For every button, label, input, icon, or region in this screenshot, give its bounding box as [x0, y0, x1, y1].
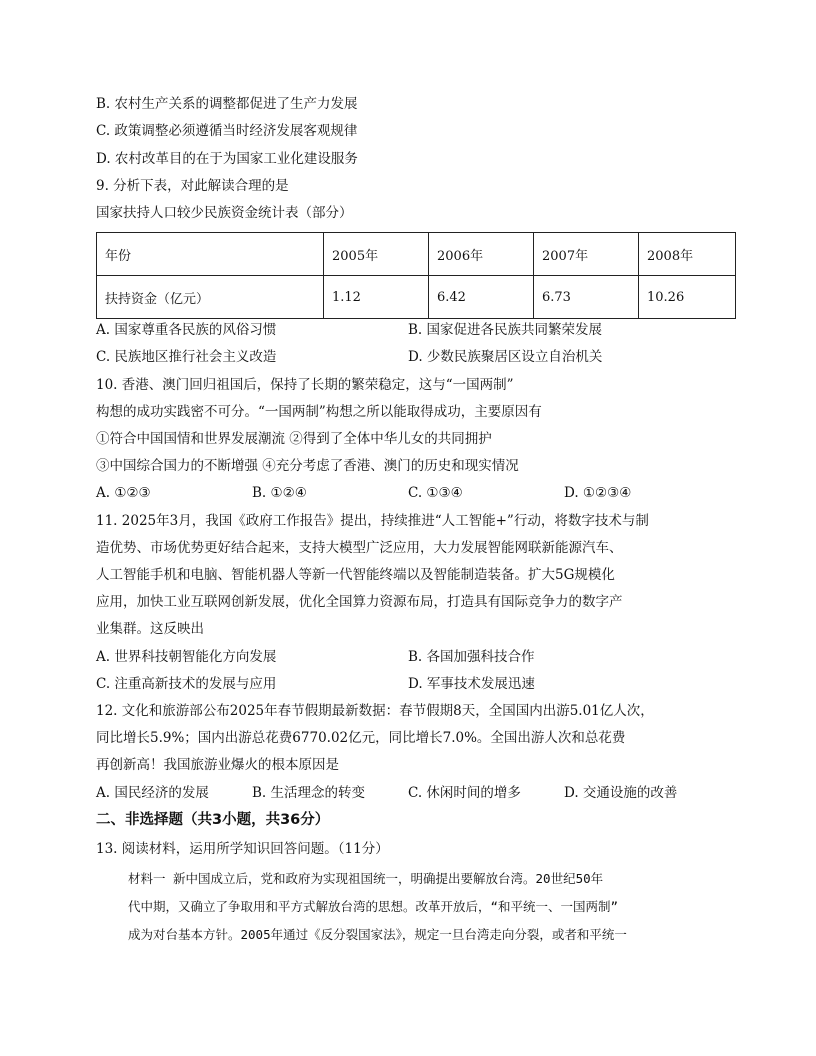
q11-stem-line: 应用，加快工业互联网创新发展，优化全国算力资源布局，打造具有国际竞争力的数字产 — [96, 594, 623, 610]
q12-option-b: B. 生活理念的转变 — [252, 785, 366, 801]
q10-stem-line: 10. 香港、澳门回归祖国后，保持了长期的繁荣稳定，这与“一国两制” — [96, 377, 514, 393]
table-cell: 年份 — [97, 233, 324, 276]
q12-option-d: D. 交通设施的改善 — [564, 785, 678, 801]
q9-option-c: C. 民族地区推行社会主义改造 — [96, 349, 277, 365]
q12-stem-line: 12. 文化和旅游部公布2025年春节假期最新数据：春节假期8天，全国国内出游5.01亿人次， — [96, 703, 654, 719]
table-cell: 1.12 — [324, 276, 429, 319]
q9-option-a: A. 国家尊重各民族的风俗习惯 — [96, 322, 277, 338]
table-cell: 10.26 — [639, 276, 736, 319]
table-cell: 扶持资金（亿元） — [97, 276, 324, 319]
material-line: 代中期，又确立了争取用和平方式解放台湾的思想。改革开放后，“和平统一、一国两制” — [128, 899, 619, 914]
funding-table — [96, 232, 736, 319]
q8-option-b: B. 农村生产关系的调整都促进了生产力发展 — [96, 96, 358, 112]
q11-stem-line: 人工智能手机和电脑、智能机器人等新一代智能终端以及智能制造装备。扩大5G规模化 — [96, 567, 615, 583]
q10-item-line: ③中国综合国力的不断增强 ④充分考虑了香港、澳门的历史和现实情况 — [96, 458, 519, 474]
table-cell: 6.73 — [534, 276, 639, 319]
q11-option-b: B. 各国加强科技合作 — [408, 649, 535, 665]
q11-option-d: D. 军事技术发展迅速 — [408, 676, 535, 692]
q9-stem: 9. 分析下表，对此解读合理的是 — [96, 178, 289, 194]
q12-option-a: A. 国民经济的发展 — [96, 785, 209, 801]
table-cell: 2006年 — [429, 233, 534, 276]
q11-option-c: C. 注重高新技术的发展与应用 — [96, 676, 277, 692]
q12-stem-line: 再创新高！我国旅游业爆火的根本原因是 — [96, 757, 339, 773]
q12-option-c: C. 休闲时间的增多 — [408, 785, 521, 801]
q9-option-d: D. 少数民族聚居区设立自治机关 — [408, 349, 603, 365]
q10-option-b: B. ①②④ — [252, 485, 307, 501]
table-row — [97, 276, 736, 319]
q10-option-c: C. ①③④ — [408, 485, 463, 501]
q10-option-a: A. ①②③ — [96, 485, 151, 501]
q10-stem-line: 构想的成功实践密不可分。“一国两制”构想之所以能取得成功，主要原因有 — [96, 404, 542, 420]
table-cell: 2008年 — [639, 233, 736, 276]
q12-stem-line: 同比增长5.9%；国内出游总花费6770.02亿元，同比增长7.0%。全国出游人次和总花费 — [96, 730, 626, 746]
q11-option-a: A. 世界科技朝智能化方向发展 — [96, 649, 277, 665]
q8-option-d: D. 农村改革目的在于为国家工业化建设服务 — [96, 151, 358, 167]
section-heading: 二、非选择题（共3小题，共36分） — [96, 812, 330, 828]
q10-item-line: ①符合中国国情和世界发展潮流 ②得到了全体中华儿女的共同拥护 — [96, 431, 492, 447]
q13-stem: 13. 阅读材料，运用所学知识回答问题。（11分） — [96, 841, 389, 857]
material-line: 成为对台基本方针。2005年通过《反分裂国家法》，规定一旦台湾走向分裂，或者和平统一 — [128, 927, 627, 942]
q9-option-b: B. 国家促进各民族共同繁荣发展 — [408, 322, 603, 338]
table-caption: 国家扶持人口较少民族资金统计表（部分） — [96, 205, 353, 221]
q11-stem-line: 造优势、市场优势更好结合起来，支持大模型广泛应用，大力发展智能网联新能源汽车、 — [96, 540, 623, 556]
q11-stem-line: 11. 2025年3月，我国《政府工作报告》提出，持续推进“人工智能+”行动，将数字技术与制 — [96, 513, 649, 529]
table-cell: 6.42 — [429, 276, 534, 319]
q10-option-d: D. ①②③④ — [564, 485, 632, 501]
q11-stem-line: 业集群。这反映出 — [96, 621, 204, 637]
table-header-row — [97, 233, 736, 276]
table-cell: 2007年 — [534, 233, 639, 276]
q8-option-c: C. 政策调整必须遵循当时经济发展客观规律 — [96, 123, 358, 139]
table-cell: 2005年 — [324, 233, 429, 276]
material-line: 材料一 新中国成立后，党和政府为实现祖国统一，明确提出要解放台湾。20世纪50年 — [128, 871, 604, 886]
